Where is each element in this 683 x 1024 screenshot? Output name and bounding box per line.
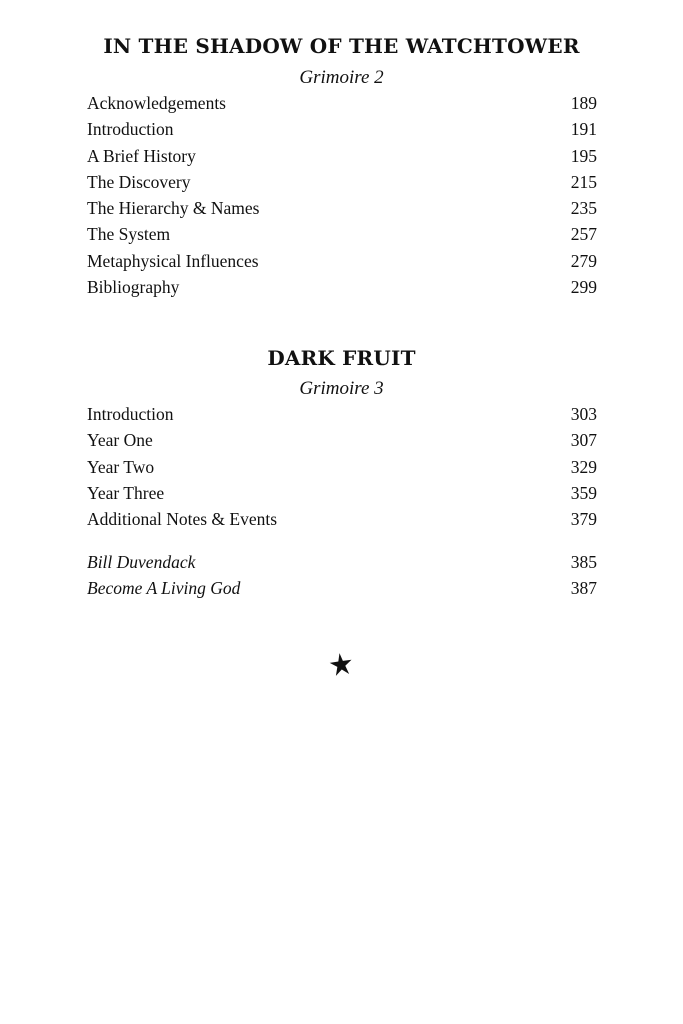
toc-entry-page: 195 (570, 145, 597, 166)
toc-entry[interactable] (87, 509, 597, 535)
toc-entry-title: The System (87, 224, 171, 245)
section-subtitle: Grimoire 3 (299, 378, 384, 399)
toc-entry-title: Introduction (87, 119, 174, 140)
toc-entry-title: The Discovery (87, 171, 191, 192)
toc-entry-title: The Hierarchy & Names (87, 198, 260, 219)
section-title: DARK FRUIT (267, 346, 416, 370)
toc-entry[interactable] (87, 457, 597, 483)
toc-entry-title: Year Two (87, 456, 155, 477)
toc-entry-page: 303 (570, 404, 597, 424)
section-title: IN THE SHADOW OF THE WATCHTOWER (103, 34, 580, 58)
toc-entry[interactable] (87, 277, 597, 303)
toc-entry-page: 191 (570, 119, 597, 140)
toc-entry-page: 387 (570, 578, 597, 599)
toc-entry-title: Year Three (87, 482, 165, 503)
toc-entry[interactable] (87, 483, 597, 509)
toc-entry-title: Acknowledgements (87, 93, 226, 113)
toc-list-grimoire-3 (87, 404, 597, 535)
toc-entry-title: Bibliography (87, 277, 180, 298)
toc-entry[interactable] (87, 146, 597, 172)
toc-entry-page: 215 (570, 171, 597, 192)
toc-entry-title: Become A Living God (87, 578, 241, 599)
toc-entry-page: 329 (570, 456, 597, 477)
toc-entry-page: 279 (570, 250, 597, 271)
toc-list-grimoire-2 (87, 93, 597, 303)
toc-entry-title: Introduction (87, 404, 174, 424)
toc-entry-page: 379 (570, 509, 597, 530)
toc-entry-page: 385 (570, 552, 597, 572)
toc-entry-page: 359 (570, 482, 597, 503)
toc-entry-title: Metaphysical Influences (87, 250, 259, 271)
toc-list-back-matter (87, 552, 597, 605)
toc-entry-page: 257 (570, 224, 597, 245)
toc-entry[interactable] (87, 172, 597, 198)
toc-entry-page: 235 (570, 198, 597, 219)
toc-entry-title: Bill Duvendack (87, 552, 196, 572)
toc-entry[interactable] (87, 198, 597, 224)
toc-entry-title: Additional Notes & Events (87, 509, 278, 530)
toc-entry[interactable] (87, 93, 597, 119)
toc-entry[interactable] (87, 578, 597, 604)
five-point-star-icon (329, 652, 353, 676)
toc-entry-page: 299 (570, 277, 597, 298)
section-subtitle: Grimoire 2 (299, 67, 384, 88)
toc-entry[interactable] (87, 119, 597, 145)
toc-entry[interactable] (87, 404, 597, 430)
toc-entry-title: Year One (87, 430, 153, 451)
toc-entry[interactable] (87, 430, 597, 456)
toc-entry-title: A Brief History (87, 145, 196, 166)
toc-entry[interactable] (87, 224, 597, 250)
toc-entry[interactable] (87, 251, 597, 277)
toc-entry-page: 189 (570, 93, 597, 113)
toc-entry-page: 307 (570, 430, 597, 451)
toc-entry[interactable] (87, 552, 597, 578)
